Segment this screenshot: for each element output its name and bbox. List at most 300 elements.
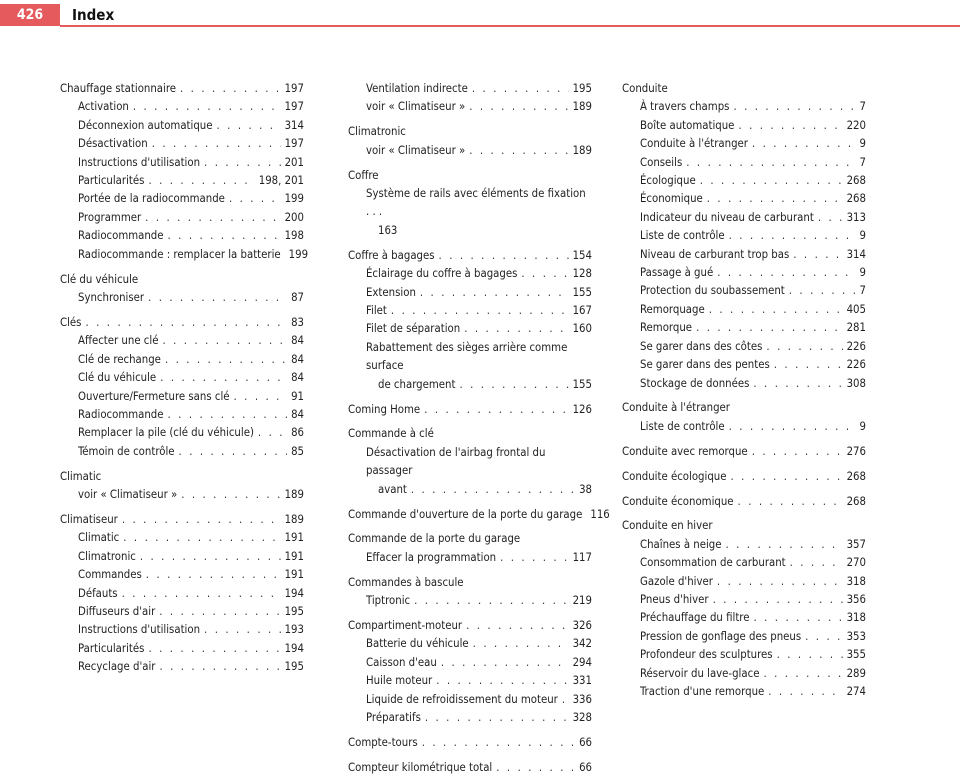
page-ref: 357 [846,537,866,551]
index-subentry [60,406,304,424]
index-entry [622,443,866,461]
dot-leader [729,418,856,436]
entry-text: Système de rails avec éléments de fixation [366,187,586,201]
page-ref: 84 [291,407,304,421]
index-group [348,530,592,567]
index-group [348,401,592,419]
entry-text: Remorque [640,321,693,335]
dot-leader [160,369,287,387]
index-subentry [348,98,592,116]
entry-text: Conseils [640,155,683,169]
dot-leader [441,654,569,672]
index-subentry [622,301,866,319]
page-ref: 84 [291,371,304,385]
entry-text: Coffre à bagages [348,248,435,262]
dot-leader [148,640,280,658]
page-ref: 356 [846,593,866,607]
index-subentry [622,536,866,554]
index-subentry [60,388,304,406]
index-column-1 [60,80,309,683]
dot-leader [425,709,569,727]
index-subentry [60,154,304,172]
page-ref: 276 [846,444,866,458]
dot-leader: . . . [366,205,383,219]
page-ref: 66 [579,736,592,749]
index-group [348,759,592,777]
index-group [348,167,592,241]
index-subentry [348,481,592,499]
dot-leader [234,388,288,406]
index-entry [60,80,304,98]
dot-leader [469,98,568,116]
index-entry [348,759,592,777]
page-ref: 318 [846,611,866,625]
index-group [348,80,592,117]
index-subentry [622,98,866,116]
index-group [60,80,309,264]
index-subentry [60,658,304,676]
index-group [622,493,866,511]
dot-leader [752,135,856,153]
dot-leader [159,658,280,676]
page-ref: 117 [572,550,592,564]
page-ref: 268 [846,174,866,188]
dot-leader [717,573,843,591]
page-ref: 220 [846,118,866,132]
index-entry [60,511,304,529]
index-subentry [622,554,866,572]
index-subentry [60,135,304,153]
entry-text: Synchroniser [78,290,145,304]
entry-text: Protection du soubassement [640,284,785,298]
page-ref: 193 [284,623,304,637]
index-group [348,734,592,752]
dot-leader [179,443,288,461]
entry-text: Ouverture/Fermeture sans clé [78,389,230,403]
index-subentry [348,142,592,160]
page-ref: 314 [284,118,304,132]
dot-leader [768,683,842,701]
dot-leader [738,493,843,511]
page-ref: 9 [859,229,866,243]
index-subentry [60,566,304,584]
index-heading: Climatronic [348,125,406,139]
entry-text: Coming Home [348,402,421,416]
dot-leader [472,80,569,98]
index-subentry [60,332,304,350]
entry-text: Programmer [78,210,142,224]
index-subentry [60,640,304,658]
dot-leader [730,468,842,486]
page-ref: 9 [859,419,866,433]
entry-text: Stockage de données [640,376,750,390]
dot-leader [165,351,287,369]
dot-leader [818,209,843,227]
dot-leader [152,135,281,153]
entry-text: Filet [366,303,387,317]
index-column-3 [622,80,866,708]
index-subentry [60,190,304,208]
page-number: 426 [0,4,60,26]
index-subentry [60,585,304,603]
page-ref: 198, 201 [258,174,304,188]
entry-text: Extension [366,285,416,299]
entry-text: Chauffage stationnaire [60,82,177,95]
index-entry [348,506,610,524]
index-subentry [60,424,304,442]
index-subentry [622,135,866,153]
entry-text: Effacer la programmation [366,550,497,564]
index-subentry [348,709,592,727]
dot-leader [793,246,842,264]
index-subentry [622,591,866,609]
index-subentry [60,351,304,369]
page-ref: 194 [284,641,304,655]
index-subentry [622,227,866,245]
page-ref: 294 [572,655,592,669]
index-subentry [622,375,866,393]
index-subentry [60,548,304,566]
page-ref: 87 [291,290,304,304]
entry-text: Clés [60,315,82,329]
index-entry [348,617,592,635]
page-ref: 198 [284,229,304,243]
page-ref: 355 [846,648,866,662]
page-ref: 85 [291,444,304,458]
entry-text: Défauts [78,586,118,600]
entry-text: Liste de contrôle [640,229,725,243]
entry-text: Recyclage d'air [78,660,156,674]
index-heading: Conduite à l'étranger [622,401,730,415]
page-ref: 191 [284,549,304,563]
dot-leader [459,376,568,394]
index-subentry [348,592,592,610]
index-group [622,443,866,461]
entry-text: Compteur kilométrique total [348,760,493,774]
page-ref: 9 [859,137,866,151]
entry-text: Climatiseur [60,512,118,526]
index-group [622,468,866,486]
dot-leader [774,356,843,374]
page-ref: 201 [284,155,304,169]
entry-text: Préparatifs [366,711,421,725]
dot-leader [464,320,568,338]
dot-leader [148,172,254,190]
dot-leader [496,759,575,777]
page-ref: 7 [859,100,866,114]
index-heading: Commande de la porte du garage [348,532,521,546]
entry-text: Conduite écologique [622,469,727,483]
dot-leader [763,665,842,683]
page-ref: 83 [291,315,304,329]
page-ref: 313 [846,210,866,224]
page-ref: 197 [284,82,304,95]
page-ref: 155 [572,377,592,391]
dot-leader [752,443,843,461]
entry-text: Se garer dans des pentes [640,358,770,372]
index-subentry [60,209,304,227]
entry-text: Huile moteur [366,674,433,688]
page-ref: 163 [378,223,398,237]
entry-text: Commandes [78,568,142,582]
page-ref: 328 [572,711,592,725]
index-subentry [622,418,866,436]
entry-text: Batterie du véhicule [366,637,469,651]
page-ref: 167 [572,303,592,317]
dot-leader [420,284,569,302]
dot-leader [500,549,568,567]
entry-text: Instructions d'utilisation [78,155,201,169]
entry-text: Conduite économique [622,494,734,508]
index-subentry [622,683,866,701]
index-subentry [622,117,866,135]
entry-text: Activation [78,100,129,114]
index-group [622,517,866,701]
page-ref: 199 [284,192,304,206]
page-ref: 194 [284,586,304,600]
dot-leader [140,548,281,566]
index-heading: Conduite en hiver [622,519,713,533]
index-subentry [622,154,866,172]
entry-text: Consommation de carburant [640,556,786,570]
entry-text: Remplacer la pile (clé du véhicule) [78,426,254,440]
dot-leader [229,190,281,208]
index-subentry [60,227,304,245]
dot-leader [696,319,843,337]
index-subentry [622,609,866,627]
dot-leader [766,338,842,356]
page-ref: 128 [572,267,592,281]
entry-text: voir « Climatiseur » [78,488,178,502]
entry-text: Compartiment-moteur [348,619,463,633]
index-subentry [348,635,592,653]
page-ref: 308 [846,376,866,390]
page-header [0,0,960,28]
index-group [622,399,866,436]
index-subentry [60,621,304,639]
entry-text: Liste de contrôle [640,419,725,433]
entry-text: Climatronic [78,549,136,563]
entry-text: Caisson d'eau [366,655,437,669]
dot-leader [123,529,280,547]
page-ref: 197 [284,100,304,114]
index-subentry [60,369,304,387]
index-subentry [622,264,866,282]
dot-leader [85,314,287,332]
entry-text: Ventilation indirecte [366,82,468,95]
entry-text: Liquide de refroidissement du moteur [366,692,558,706]
page-ref: 197 [284,137,304,151]
entry-text: de chargement [378,377,456,391]
page-ref: 189 [284,488,304,502]
entry-text: Traction d'une remorque [640,685,765,699]
dot-leader [181,486,280,504]
dot-leader [709,301,843,319]
page-ref: 268 [846,192,866,206]
page-ref: 38 [579,482,592,496]
dot-leader [469,142,568,160]
page-ref: 195 [284,604,304,618]
page-ref: 281 [846,321,866,335]
entry-text: Clé de rechange [78,352,161,366]
index-subentry [60,172,304,190]
index-heading: Commande à clé [348,427,434,441]
dot-leader [168,227,281,245]
dot-leader [729,227,856,245]
index-subentry [60,529,304,547]
entry-text: Se garer dans des côtes [640,339,763,353]
entry-text: Désactivation [78,137,148,151]
index-subentry [60,443,304,461]
entry-text: Radiocommande : remplacer la batterie [78,247,281,261]
index-heading: Commandes à bascule [348,575,464,589]
index-subentry: Rabattement des sièges arrière comme surface [366,340,568,373]
dot-leader [122,511,281,529]
index-subentry [622,282,866,300]
entry-text: avant [378,482,407,496]
entry-text: Écologique [640,174,696,188]
dot-leader [133,98,281,116]
page-ref: 318 [846,574,866,588]
dot-leader [148,289,287,307]
page-ref: 353 [846,629,866,643]
page-ref: 326 [572,619,592,633]
entry-text: Profondeur des sculptures [640,648,773,662]
page-ref: 91 [291,389,304,403]
index-subentry [622,246,866,264]
page-ref: 268 [846,494,866,508]
entry-text: Radiocommande [78,407,164,421]
index-group [348,425,592,499]
dot-leader [738,117,842,135]
dot-leader [717,264,855,282]
dot-leader [439,247,569,265]
page-ref: 195 [572,82,592,95]
index-group [60,271,304,308]
dot-leader [753,375,842,393]
index-entry [622,468,866,486]
index-subentry: Désactivation de l'airbag frontal du passager [366,445,546,478]
index-group [348,247,592,394]
entry-text: Préchauffage du filtre [640,611,750,625]
page-ref: 336 [572,692,592,706]
index-group [60,511,304,677]
dot-leader [521,265,568,283]
index-group [348,617,592,727]
index-heading: Climatic [60,469,102,483]
index-group [348,574,592,611]
dot-leader [436,672,568,690]
index-group [622,80,866,393]
dot-leader [204,154,281,172]
index-entry [348,401,592,419]
entry-text: Remorquage [640,302,705,316]
dot-leader [204,621,281,639]
index-heading: Clé du véhicule [60,272,139,286]
index-subentry [348,284,592,302]
dot-leader [789,282,856,300]
index-subentry [622,628,866,646]
index-subentry [60,486,304,504]
dot-leader [146,566,281,584]
index-entry [348,734,592,752]
index-subentry [622,319,866,337]
entry-text: Climatic [78,531,120,545]
entry-text: voir « Climatiseur » [366,100,466,114]
page-ref: 314 [846,247,866,261]
index-subentry [622,665,866,683]
entry-text: Chaînes à neige [640,537,722,551]
page-ref: 226 [846,358,866,372]
page-ref: 126 [572,402,592,416]
entry-text: Commande d'ouverture de la porte du garage [348,507,583,521]
page-ref: 160 [572,322,592,336]
entry-text: Gazole d'hiver [640,574,713,588]
entry-text: Pneus d'hiver [640,593,709,607]
entry-text: Conduite à l'étranger [640,137,748,151]
index-subentry [60,117,304,135]
index-subentry [348,265,592,283]
index-subentry [348,549,592,567]
page-ref: 331 [572,674,592,688]
page-ref: 189 [572,143,592,157]
dot-leader [686,154,855,172]
index-subentry [622,172,866,190]
dot-leader [805,628,842,646]
index-subentry [348,302,592,320]
page-ref: 154 [572,248,592,262]
index-subentry [622,190,866,208]
page-ref: 199 [288,247,309,261]
entry-text: Particularités [78,174,145,188]
page-ref: 405 [846,302,866,316]
entry-text: Portée de la radiocommande [78,192,225,206]
index-subentry [622,646,866,664]
entry-text: Conduite avec remorque [622,444,748,458]
dot-leader [424,401,568,419]
dot-leader [422,734,575,752]
index-group [348,506,610,524]
page-ref: 84 [291,334,304,348]
dot-leader [411,481,575,499]
index-group [60,314,304,461]
page-ref: 155 [572,285,592,299]
entry-text: Boîte automatique [640,118,735,132]
page-ref: 226 [846,339,866,353]
page-ref: 191 [284,531,304,545]
page-ref: 195 [284,660,304,674]
entry-text: Tiptronic [366,594,411,608]
index-subentry [348,691,592,709]
entry-text: Éclairage du coffre à bagages [366,267,518,281]
index-subentry [622,356,866,374]
page-ref: 7 [859,155,866,169]
index-column-2 [348,80,610,784]
index-group [348,123,592,160]
dot-leader [726,536,843,554]
entry-text: Instructions d'utilisation [78,623,201,637]
dot-leader [473,635,569,653]
entry-text: À travers champs [640,100,730,114]
page-ref: 268 [846,469,866,483]
page-ref: 86 [291,426,304,440]
entry-text: Passage à gué [640,266,714,280]
dot-leader [713,591,843,609]
index-subentry [348,654,592,672]
entry-text: Clé du véhicule [78,371,157,385]
entry-text: Filet de séparation [366,322,461,336]
index-subentry [348,376,592,394]
